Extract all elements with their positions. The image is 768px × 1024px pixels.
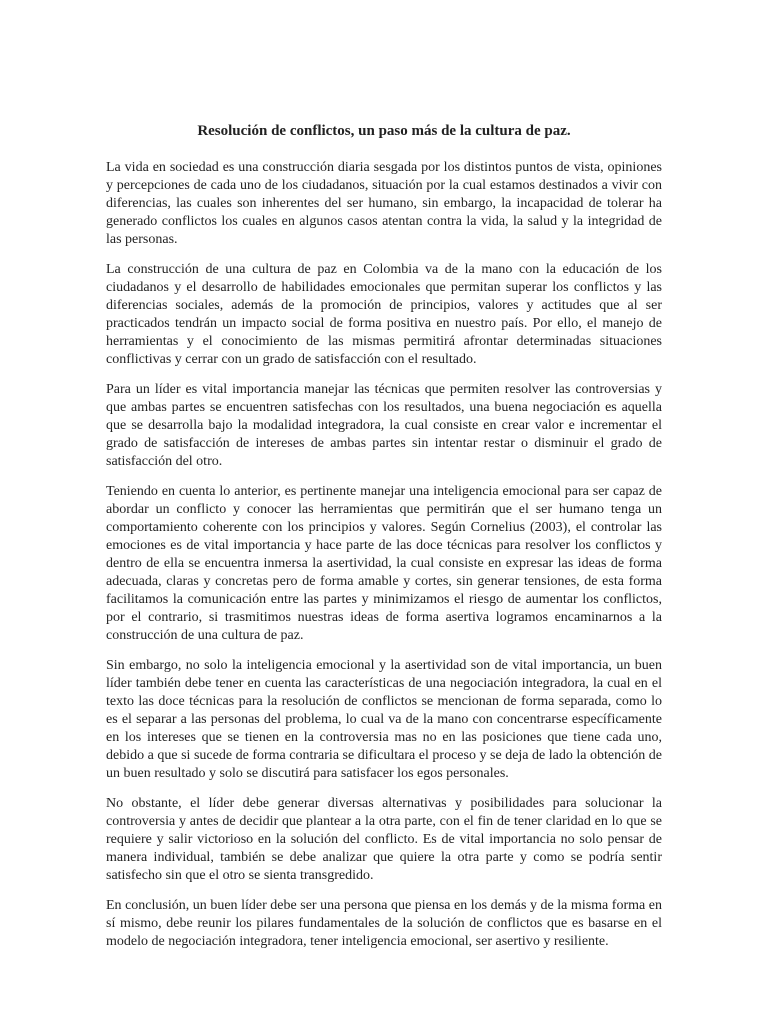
paragraph-3: Para un líder es vital importancia manejar las técnicas que permiten resolver las controversias y que ambas partes se encuentren satisfechas con los resultados, una buena negociación es aquella que se desarrolla bajo la modalidad integradora, la cual consiste en crear valor e incrementar el grado de satisfacción de intereses de ambas partes sin intentar restar o disminuir el grado de satisfacción del otro. [106,382,662,469]
paragraph-6: No obstante, el líder debe generar diversas alternativas y posibilidades para solucionar la controversia y antes de decidir que plantear a la otra parte, con el fin de tener claridad en lo que se requiere y salir victorioso en la solución del conflicto. Es de vital importancia no solo pensar de manera individual, también se debe analizar que quiere la otra parte y como se podría sentir satisfecho sin que el otro se sienta transgredido. [106,796,662,883]
paragraph-2: La construcción de una cultura de paz en Colombia va de la mano con la educación de los ciudadanos y el desarrollo de habilidades emocionales que permitan superar los conflictos y las diferencias sociales, además de la promoción de principios, valores y actitudes que al ser practicados tendrán un impacto social de forma positiva en nuestro país. Por ello, el manejo de herramientas y el conocimiento de las mismas permitirá afrontar determinadas situaciones conflictivas y cerrar con un grado de satisfacción con el resultado. [106,262,662,367]
paragraph-7: En conclusión, un buen líder debe ser una persona que piensa en los demás y de la misma forma en sí mismo, debe reunir los pilares fundamentales de la solución de conflictos que es basarse en el modelo de negociación integradora, tener inteligencia emocional, ser asertivo y resiliente. [106,898,662,949]
paragraph-4: Teniendo en cuenta lo anterior, es pertinente manejar una inteligencia emocional para ser capaz de abordar un conflicto y conocer las herramientas que permitirán que el ser humano tenga un comportamiento coherente con los principios y valores. Según Cornelius (2003), el controlar las emociones es de vital importancia y hace parte de las doce técnicas para resolver los conflictos y dentro de ella se encuentra inmersa la asertividad, la cual consiste en expresar las ideas de forma adecuada, claras y concretas pero de forma amable y cortes, sin generar tensiones, de esta forma facilitamos la comunicación entre las partes y minimizamos el riesgo de aumentar los conflictos, por el contrario, si trasmitimos nuestras ideas de forma asertiva logramos encaminarnos a la construcción de una cultura de paz. [106,484,662,643]
document-title: Resolución de conflictos, un paso más de la cultura de paz. [197,123,571,139]
paragraph-1: La vida en sociedad es una construcción diaria sesgada por los distintos puntos de vista, opiniones y percepciones de cada uno de los ciudadanos, situación por la cual estamos destinados a vivir con diferencias, las cuales son inherentes del ser humano, sin embargo, la incapacidad de tolerar ha generado conflictos los cuales en algunos casos atentan contra la vida, la salud y la integridad de las personas. [106,160,662,247]
paragraph-5: Sin embargo, no solo la inteligencia emocional y la asertividad son de vital importancia, un buen líder también debe tener en cuenta las características de una negociación integradora, la cual en el texto las doce técnicas para la resolución de conflictos se mencionan de forma separada, como lo es el separar a las personas del problema, lo cual va de la mano con concentrarse específicamente en los intereses que se tienen en la controversia mas no en las posiciones que tiene cada uno, debido a que si sucede de forma contraria se dificultara el proceso y se deja de lado la obtención de un buen resultado y solo se discutirá para satisfacer los egos personales. [106,658,662,781]
